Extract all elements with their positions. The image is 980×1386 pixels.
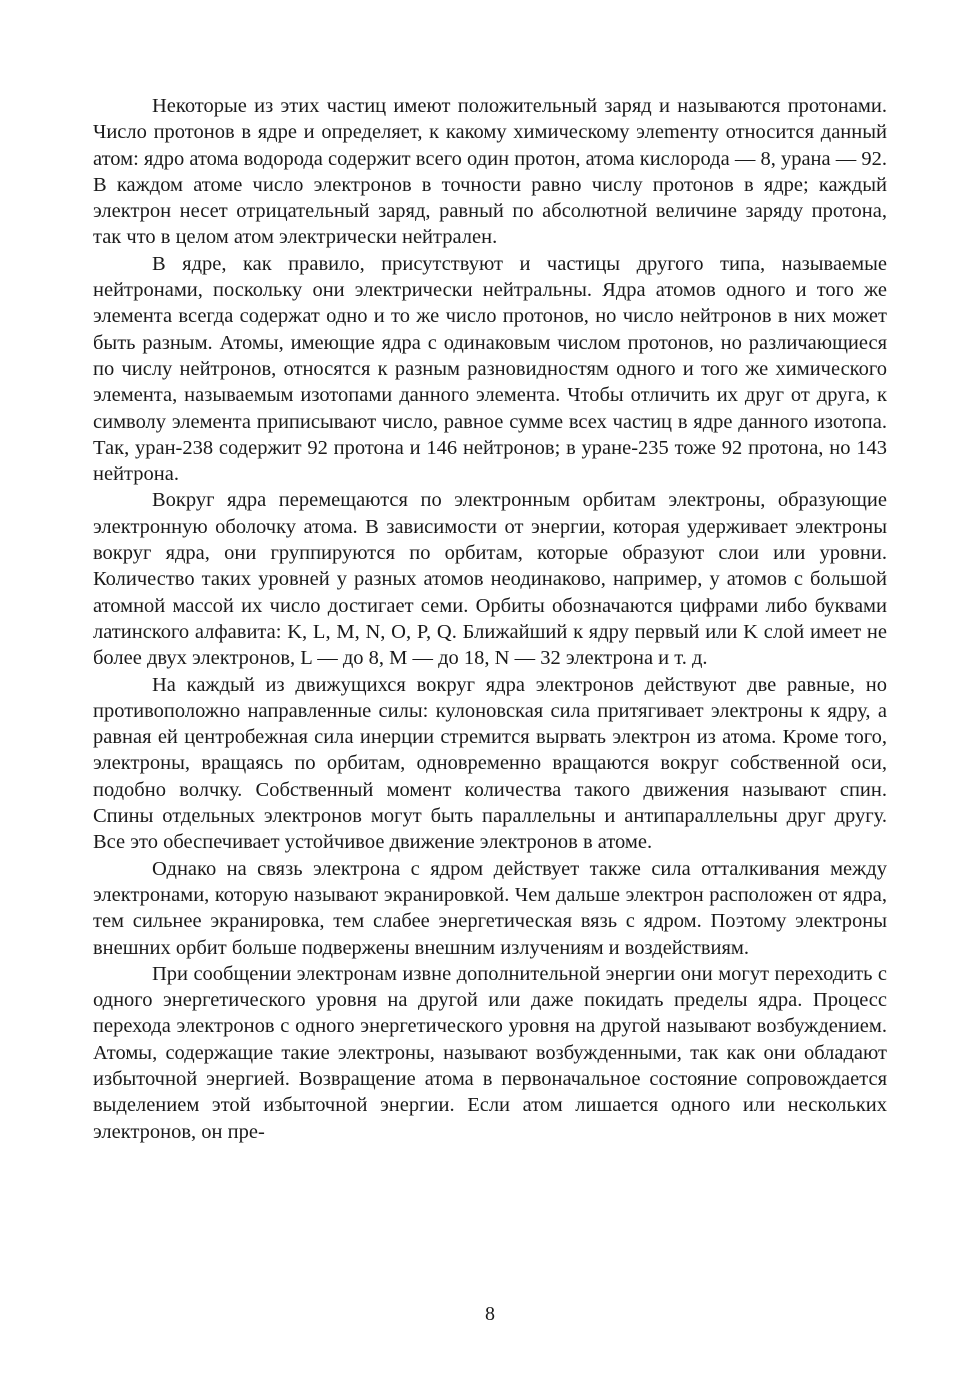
paragraph-electron-orbits: Вокруг ядра перемещаются по электронным орбитам электроны, образующие электронную оболочку атома. В зависимости от энергии, которая удерживает электроны вокруг ядра, они группируются по орбитам, которые образуют слои или уровни. Количество таких уровней у разных атомов неодинаково, например, у атомов с большой атомной массой их число достигает семи. Орбиты обозначаются цифрами либо буквами латинского алфавита: K, L, M, N, O, P, Q. Ближайший к ядру первый или K слой имеет не более двух электронов, L — до 8, M — до 18, N — 32 электрона и т. д. [93, 489, 887, 670]
paragraph-neutrons-isotopes: В ядре, как правило, присутствуют и частицы другого типа, называемые нейтронами, поскольку они электрически нейтральны. Ядра атомов одного и того же элемента всегда содержат одно и то же число протонов, но число нейтронов в них может быть разным. Атомы, имеющие ядра с одинаковым числом протонов, но различающиеся по числу нейтронов, относятся к разным разновидностям одного и того же химического элемента, называемым изотопами данного элемента. Чтобы отличить их друг от друга, к символу элемента приписывают число, равное сумме всех частиц в ядре данного изотопа. Так, уран-238 содержит 92 протона и 146 нейтронов; в уране-235 тоже 92 протона, но 143 нейтрона. [93, 252, 887, 486]
paragraph-screening: Однако на связь электрона с ядром действует также сила отталкивания между электронами, которую называют экранировкой. Чем дальше электрон расположен от ядра, тем сильнее экранировка, тем слабее энергетическая вязь с ядром. Поэтому электроны внешних орбит больше подвержены внешним излучениям и воздействиям. [93, 857, 887, 959]
body-text [93, 93, 887, 1145]
paragraph-excitation: При сообщении электронам извне дополнительной энергии они могут переходить с одного энергетического уровня на другой или даже покидать пределы ядра. Процесс перехода электронов с одного энергетического уровня на другой называют возбуждением. Атомы, содержащие такие электроны, называют возбужденными, так как они обладают избыточной энергией. Возвращение атома в первоначальное состояние сопровождается выделением этой избыточной энергии. Если атом лишается одного или нескольких электронов, он пре- [93, 962, 887, 1143]
paragraph-protons: Некоторые из этих частиц имеют положительный заряд и называются протонами. Число протонов в ядре и определяет, к какому химическому элеmенту относится данный атом: ядро атома водорода содержит всего один протон, атома кислорода — 8, урана — 92. В каждом атоме число электронов в точности равно числу протонов в ядре; каждый электрон несет отрицательный заряд, равный по абсолютной величине заряду протона, так что в целом атом электрически нейтрален. [93, 95, 887, 249]
page-number: 8 [485, 1303, 495, 1325]
paragraph-forces-spin: На каждый из движущихся вокруг ядра электронов действуют две равные, но противоположно направленные силы: кулоновская сила притягивает электроны к ядру, а равная ей центробежная сила инерции стремится вырвать электрон из атома. Кроме того, электроны, вращаясь по орбитам, одновременно вращаются вокруг собственной оси, подобно волчку. Собственный момент количества такого движения называют спин. Спины отдельных электронов могут быть параллельны и антипараллельны друг другу. Все это обеспечивает устойчивое движение электронов в атоме. [93, 673, 887, 854]
